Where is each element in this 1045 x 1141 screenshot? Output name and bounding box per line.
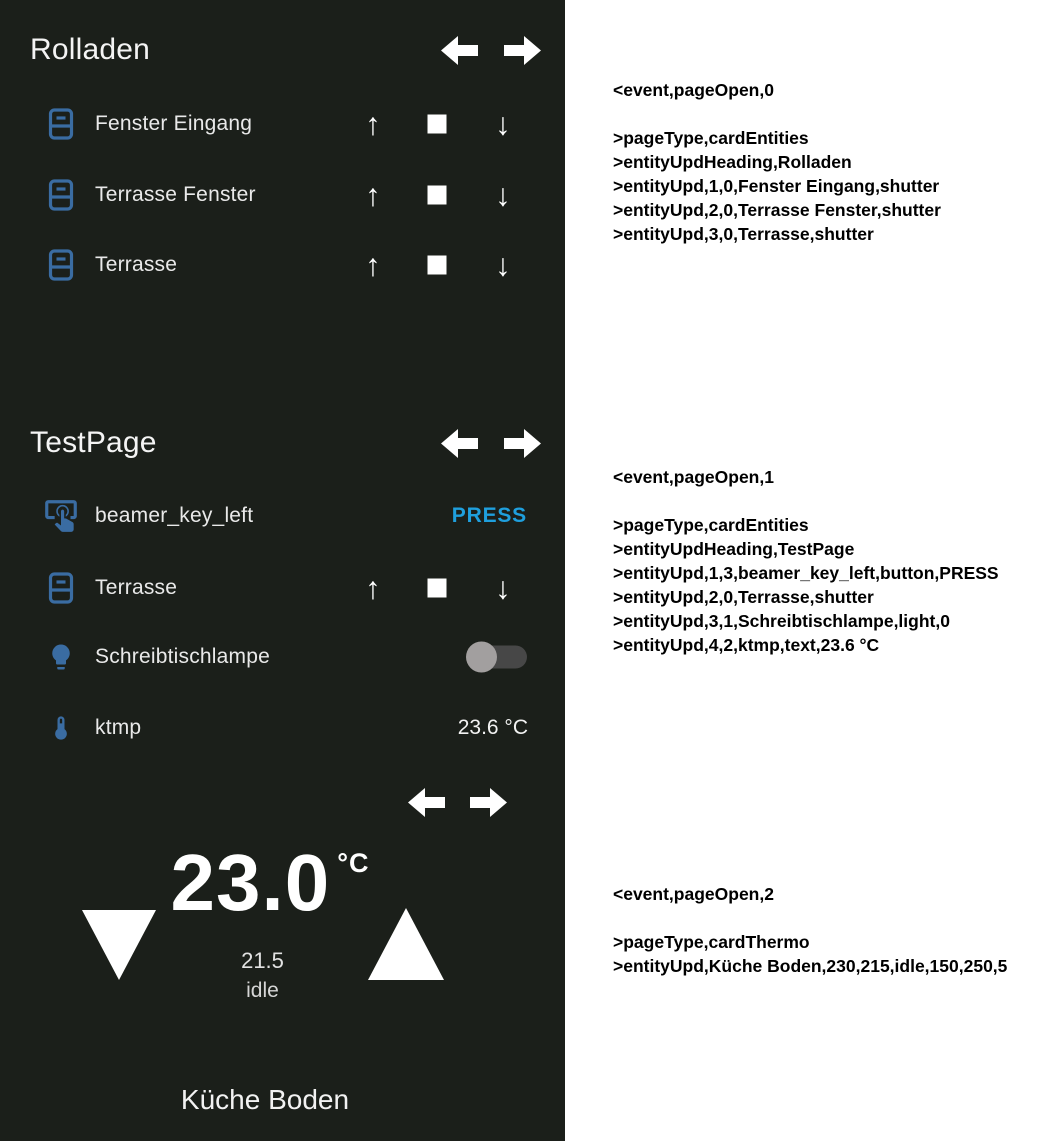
protocol-event-line: <event,pageOpen,2 bbox=[613, 884, 774, 904]
temperature-unit: °C bbox=[337, 848, 370, 878]
card1-next-page-button[interactable] bbox=[504, 35, 541, 66]
shutter-stop-button[interactable] bbox=[428, 256, 447, 275]
shutter-up-button[interactable]: ↑ bbox=[365, 247, 381, 283]
thermostat-title: Küche Boden bbox=[180, 1084, 350, 1115]
target-temperature: 21.5 bbox=[241, 948, 284, 973]
protocol-response bbox=[613, 930, 1007, 978]
protocol-block-page1 bbox=[613, 465, 999, 657]
nav-right-icon bbox=[504, 428, 541, 459]
entity-label: Schreibtischlampe bbox=[95, 645, 270, 668]
shutter-stop-button[interactable] bbox=[428, 579, 447, 598]
protocol-line: >entityUpdHeading,TestPage bbox=[613, 539, 855, 559]
shutter-down-button[interactable]: ↓ bbox=[495, 247, 511, 283]
light-bulb-icon bbox=[42, 641, 80, 673]
protocol-line: >entityUpd,2,0,Terrasse,shutter bbox=[613, 587, 874, 607]
temperature-value: 23.6 °C bbox=[457, 716, 528, 739]
card3-next-page-button[interactable] bbox=[470, 787, 507, 818]
card2-heading: TestPage bbox=[30, 426, 157, 459]
entity-row bbox=[0, 173, 565, 217]
entity-row bbox=[0, 635, 565, 679]
light-toggle-switch[interactable] bbox=[468, 646, 527, 669]
protocol-line: >entityUpd,Küche Boden,230,215,idle,150,250,5 bbox=[613, 956, 1008, 976]
shutter-up-button[interactable]: ↑ bbox=[365, 177, 381, 213]
protocol-event-line: <event,pageOpen,0 bbox=[613, 80, 774, 100]
protocol-line: >entityUpd,1,0,Fenster Eingang,shutter bbox=[613, 176, 940, 196]
protocol-response bbox=[613, 126, 941, 246]
entity-row bbox=[0, 243, 565, 287]
shutter-icon bbox=[42, 248, 80, 282]
nav-right-icon bbox=[470, 787, 507, 818]
entity-row bbox=[0, 102, 565, 146]
entity-label: Terrasse bbox=[95, 576, 178, 599]
shutter-icon bbox=[42, 178, 80, 212]
shutter-icon bbox=[42, 571, 80, 605]
thermometer-icon bbox=[42, 712, 80, 744]
entity-label: ktmp bbox=[95, 716, 142, 739]
protocol-block-page0 bbox=[613, 78, 941, 246]
protocol-line: >entityUpd,1,3,beamer_key_left,button,PRESS bbox=[613, 563, 999, 583]
shutter-stop-button[interactable] bbox=[428, 115, 447, 134]
nav-right-icon bbox=[504, 35, 541, 66]
entity-label: Terrasse bbox=[95, 253, 178, 276]
entity-label: Fenster Eingang bbox=[95, 112, 253, 135]
entity-row bbox=[0, 494, 565, 538]
shutter-down-button[interactable]: ↓ bbox=[495, 570, 511, 606]
protocol-line: >entityUpdHeading,Rolladen bbox=[613, 152, 852, 172]
protocol-line: >entityUpd,4,2,ktmp,text,23.6 °C bbox=[613, 635, 880, 655]
tap-button-icon bbox=[42, 497, 80, 535]
entity-label: beamer_key_left bbox=[95, 504, 254, 527]
card2-prev-page-button[interactable] bbox=[441, 428, 478, 459]
protocol-line: >pageType,cardEntities bbox=[613, 128, 809, 148]
card1-heading: Rolladen bbox=[30, 33, 151, 66]
protocol-response bbox=[613, 513, 999, 657]
card2-next-page-button[interactable] bbox=[504, 428, 541, 459]
toggle-knob bbox=[466, 642, 497, 673]
nav-left-icon bbox=[408, 787, 445, 818]
shutter-up-button[interactable]: ↑ bbox=[365, 570, 381, 606]
protocol-line: >entityUpd,3,1,Schreibtischlampe,light,0 bbox=[613, 611, 950, 631]
protocol-line: >entityUpd,3,0,Terrasse,shutter bbox=[613, 224, 874, 244]
shutter-up-button[interactable]: ↑ bbox=[365, 106, 381, 142]
protocol-line: >entityUpd,2,0,Terrasse Fenster,shutter bbox=[613, 200, 941, 220]
current-temperature bbox=[0, 838, 540, 941]
protocol-event-line: <event,pageOpen,1 bbox=[613, 467, 774, 487]
nav-left-icon bbox=[441, 35, 478, 66]
protocol-line: >pageType,cardThermo bbox=[613, 932, 810, 952]
entity-row bbox=[0, 706, 565, 750]
shutter-stop-button[interactable] bbox=[428, 186, 447, 205]
card3-prev-page-button[interactable] bbox=[408, 787, 445, 818]
card1-prev-page-button[interactable] bbox=[441, 35, 478, 66]
current-temperature-value: 23.0 bbox=[170, 838, 331, 927]
press-button[interactable]: PRESS bbox=[451, 504, 527, 527]
shutter-down-button[interactable]: ↓ bbox=[495, 177, 511, 213]
protocol-line: >pageType,cardEntities bbox=[613, 515, 809, 535]
shutter-down-button[interactable]: ↓ bbox=[495, 106, 511, 142]
entity-label: Terrasse Fenster bbox=[95, 183, 256, 206]
entity-row bbox=[0, 566, 565, 610]
protocol-block-page2 bbox=[613, 882, 1007, 978]
shutter-icon bbox=[42, 107, 80, 141]
thermostat-state: idle bbox=[246, 979, 279, 1002]
nav-left-icon bbox=[441, 428, 478, 459]
